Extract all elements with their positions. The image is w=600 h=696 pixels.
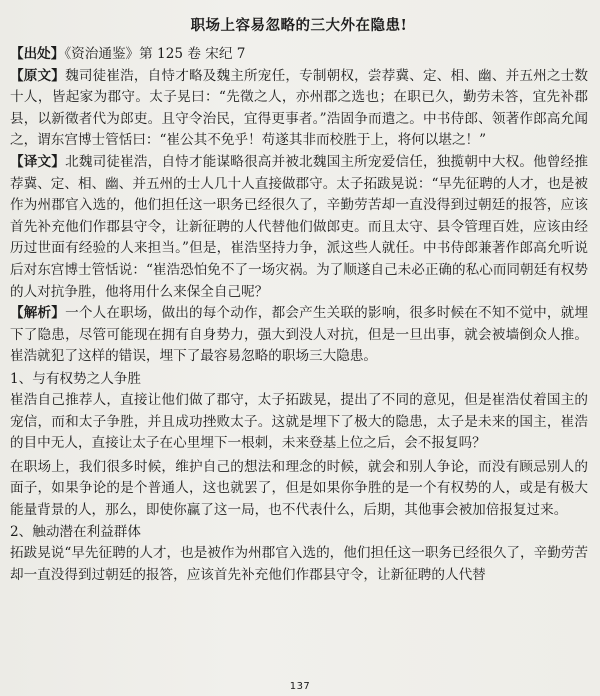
analysis-text: 一个人在职场，做出的每个动作，都会产生关联的影响，很多时候在不知不觉中，就埋下了隐患，尽管可能现在拥有自身势力，强大到没人对抗，但是一旦出事，就会被墙倒众人推。崔浩就犯了这样的错误，埋下了最容易忽略的职场三大隐患。 [10, 305, 589, 365]
original-paragraph [10, 66, 588, 152]
translation-tag: 【译文】 [10, 153, 66, 170]
page-title: 职场上容易忽略的三大外在隐患! [190, 17, 408, 34]
page-number: 137 [289, 681, 311, 692]
source-tag: 【出处】 [10, 46, 65, 62]
original-text: 魏司徒崔浩，自恃才略及魏主所宠任，专制朝权，尝荐冀、定、相、幽、并五州之士数十人，皆起家为郡守。太子晃曰：“先徵之人，亦州郡之选也；在职已久，勤劳未答，宜先补郡县，以新徵者代为郎吏。且守令治民，宜得更事者。”浩固争而遣之。中书侍郎、领著作郎高允闻之，谓东宫博士管恬曰：“崔公其不免乎！苟遂其非而校胜于上，将何以堪之！” [10, 67, 589, 149]
section-2-heading: 2、触动潜在利益群体 [10, 524, 141, 541]
analysis-paragraph [10, 303, 588, 368]
analysis-tag: 【解析】 [10, 305, 66, 322]
section-1-heading: 1、与有权势之人争胜 [10, 370, 141, 387]
section-1-paragraph-2: 在职场上，我们很多时候，维护自己的想法和理念的时候，就会和别人争论，而没有顾忌别人的面子，如果争论的是个普通人，这也就罢了，但是如果你争胜的是一个有权势的人，或是有极大能量背景的人，那么，即使你赢了这一局，也不代表什么，后期，其他事会被加倍报复过来。 [10, 458, 588, 518]
translation-paragraph [10, 152, 588, 303]
section-1-paragraph-1: 崔浩自己推荐人，直接让他们做了郡守，太子拓跋晃，提出了不同的意见，但是崔浩仗着国主的宠信，而和太子争胜，并且成功挫败太子。这就是埋下了极大的隐患，太子是未来的国主，崔浩的目中无人，直接让太子在心里埋下一根刺，未来登基上位之后，会不报复吗？ [10, 391, 588, 452]
section-2-paragraph-1: 拓跋晃说“早先征聘的人才，也是被作为州郡官入选的，他们担任这一职务已经很久了，辛勤劳苦却一直没得到过朝廷的报答，应该首先补充他们作郡县守令，让新征聘的人代替 [10, 545, 588, 584]
source-text: 《资治通鉴》第 125 卷 宋纪 7 [64, 46, 246, 62]
original-tag: 【原文】 [10, 67, 66, 84]
translation-text: 北魏司徒崔浩，自恃才能谋略很高并被北魏国主所宠爱信任，独揽朝中大权。他曾经推荐冀、定、相、幽、并五州的士人几十人直接做郡守。太子拓跋晃说：“早先征聘的人才，也是被作为州郡官入选的，他们担任这一职务已经很久了，辛勤劳苦却一直没得到过朝廷的报答，应该首先补充他们作郡县守令，让新征聘的人代替他们做郎吏。而且太守、县令管理百姓，应该由经历过世面有经验的人来担当。”但是，崔浩坚持力争，派这些人就任。中书侍郎兼著作郎高允听说后对东宫博士管恬说：“崔浩恐怕免不了一场灾祸。为了顺遂自己未必正确的私心而同朝廷有权势的人对抗争胜，他将用什么来保全自己呢？ [10, 153, 589, 300]
source-paragraph [10, 44, 588, 66]
